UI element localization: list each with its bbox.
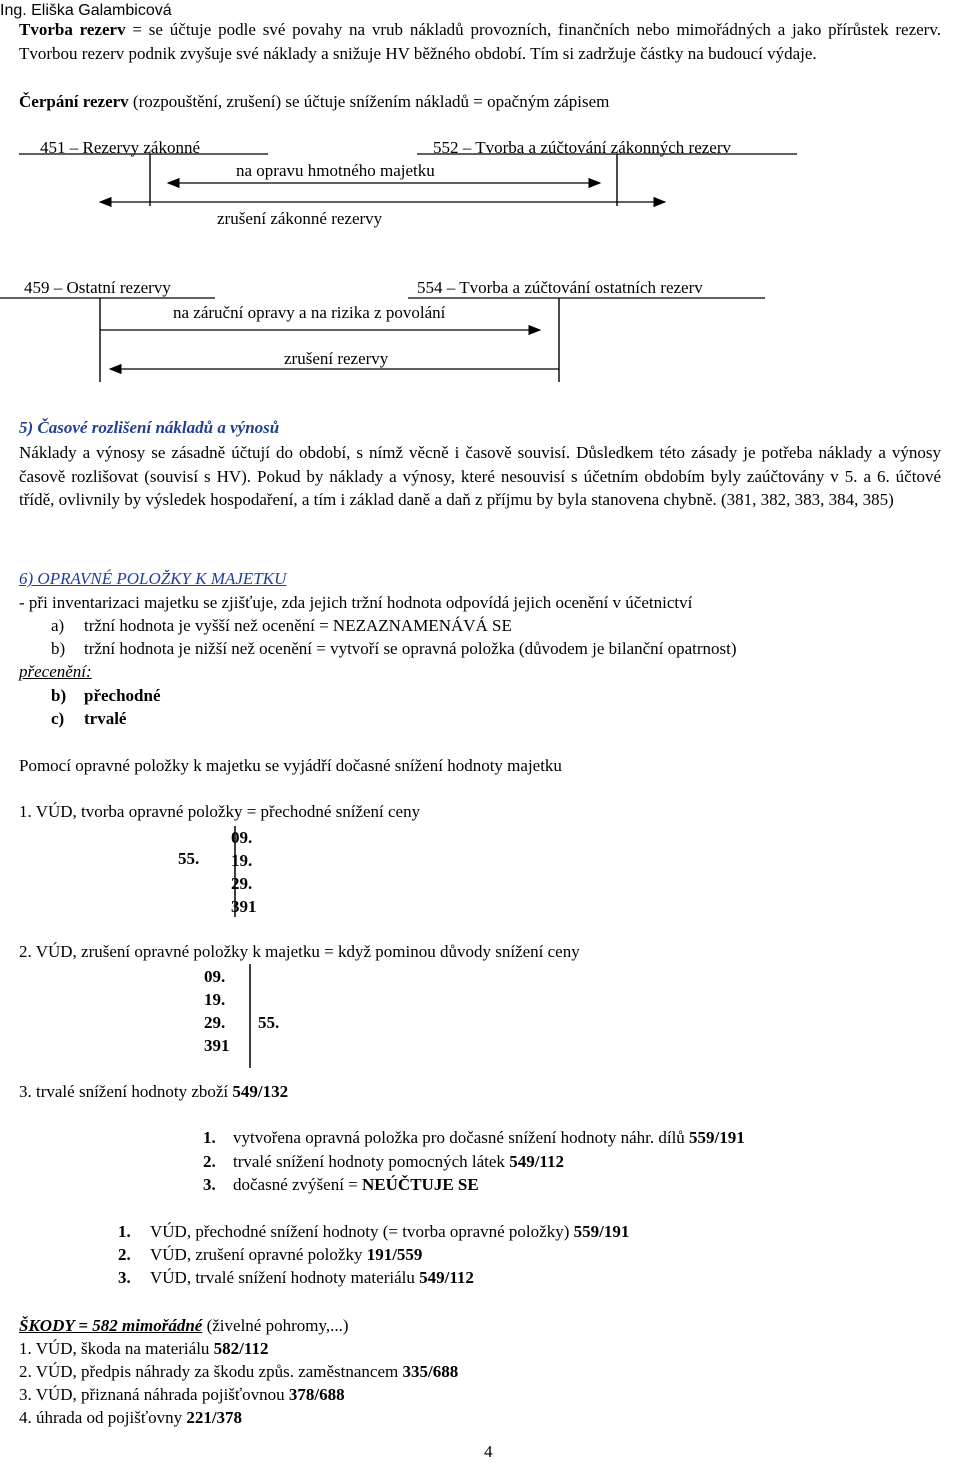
cerpani-term: Čerpání rezerv — [19, 92, 129, 111]
vud1-right-1: 19. — [231, 851, 253, 870]
section6-item-a: a) — [51, 616, 65, 635]
list-b-num-1: 1. — [118, 1222, 131, 1241]
tvorba-term: Tvorba rezerv — [19, 20, 126, 39]
list-a-item-2: trvalé snížení hodnoty pomocných látek 549/112 — [233, 1152, 564, 1171]
item3: 3. trvalé snížení hodnoty zboží 549/132 — [19, 1082, 289, 1101]
preceneni-item-c-text: trvalé — [84, 709, 127, 728]
d2-right-account: 554 – Tvorba a zúčtování ostatních rezerv — [417, 278, 703, 297]
vud1-right-2: 29. — [231, 874, 253, 893]
list-a-item-1: vytvořena opravná položka pro dočasné snížení hodnoty náhr. dílů 559/191 — [233, 1128, 745, 1147]
intro-cerpani: Čerpání rezerv (rozpouštění, zrušení) se účtuje snížením nákladů = opačným zápisem — [19, 92, 610, 111]
vud2-right: 55. — [258, 1013, 280, 1032]
skody-item-4: 4. úhrada od pojišťovny 221/378 — [19, 1408, 243, 1427]
intro-tvorba: Tvorba rezerv = se účtuje podle své povahy na vrub nákladů provozních, finančních nebo mimořádných a jako přírůstek rezerv. Tvorbou rezerv podnik zvyšuje své náklady a snižuje HV běžného období. Tím si zadržuje částky na budoucí výdaje. — [19, 20, 941, 63]
section6-item-b-text: tržní hodnota je nižší než ocenění = vytvoří se opravná položka (důvodem je bilanční opatrnost) — [84, 639, 737, 658]
skody-item-1: 1. VÚD, škoda na materiálu 582/112 — [19, 1339, 269, 1358]
preceneni-item-c-marker: c) — [51, 709, 65, 728]
d1-arrow-bottom-label: zrušení zákonné rezervy — [217, 209, 383, 228]
vud2-left-0: 09. — [204, 967, 226, 986]
skody-heading: ŠKODY = 582 mimořádné (živelné pohromy,...) — [19, 1316, 349, 1335]
list-b-item-1: VÚD, přechodné snížení hodnoty (= tvorba opravné položky) 559/191 — [150, 1222, 630, 1241]
section6-summary: Pomocí opravné položky k majetku se vyjádří dočasné snížení hodnoty majetku — [19, 756, 562, 775]
list-b-num-2: 2. — [118, 1245, 131, 1264]
vud2-left-3: 391 — [204, 1036, 230, 1055]
document-author: Ing. Eliška Galambicová — [0, 2, 172, 19]
d1-right-account: 552 – Tvorba a zúčtování zákonných rezerv — [433, 138, 732, 157]
d2-arrow-bottom-label: zrušení rezervy — [284, 349, 389, 368]
vud1-left: 55. — [178, 849, 200, 868]
section6-item-a-text: tržní hodnota je vyšší než ocenění = NEZAZNAMENÁVÁ SE — [84, 616, 512, 635]
section5-heading: 5) Časové rozlišení nákladů a výnosů — [19, 418, 280, 437]
list-a-num-3: 3. — [203, 1175, 216, 1194]
list-b-num-3: 3. — [118, 1268, 131, 1287]
d1-arrow-top-label: na opravu hmotného majetku — [236, 161, 435, 180]
vud1-title: 1. VÚD, tvorba opravné položky = přechodné snížení ceny — [19, 802, 421, 821]
list-a-num-1: 1. — [203, 1128, 216, 1147]
preceneni-label: přecenění: — [19, 662, 92, 681]
section5-text: Náklady a výnosy se zásadně účtují do období, s nímž věcně i časově souvisí. Důsledkem této zásady je potřeba náklady a výnosy časově rozlišovat (souvisí s HV). Pokud by náklady a výnosy, které nesouvisí s účetním obdobím byly zaúčtovány v 5. a 6. účtové třídě, ovlivnily by výsledek hospodaření, a tím i základ daně a daň z příjmu by byla stanovena chybně. (381, 382, 383, 384, 385) — [19, 443, 941, 509]
d1-left-account: 451 – Rezervy zákonné — [40, 138, 201, 157]
skody-item-3: 3. VÚD, přiznaná náhrada pojišťovnou 378/688 — [19, 1385, 345, 1404]
vud1-right-3: 391 — [231, 897, 257, 916]
vud2-left-1: 19. — [204, 990, 226, 1009]
page-number: 4 — [484, 1442, 493, 1461]
section6-item-b: b) — [51, 639, 66, 658]
d2-arrow-top-label: na záruční opravy a na rizika z povolání — [173, 303, 446, 322]
vud2-title: 2. VÚD, zrušení opravné položky k majetku = když pominou důvody snížení ceny — [19, 942, 580, 961]
list-a-num-2: 2. — [203, 1152, 216, 1171]
preceneni-item-b-marker: b) — [51, 686, 67, 705]
vud2-left-2: 29. — [204, 1013, 226, 1032]
d2-left-account: 459 – Ostatní rezervy — [24, 278, 171, 297]
section6-heading: 6) OPRAVNÉ POLOŽKY K MAJETKU — [19, 569, 287, 588]
section6-intro: - při inventarizaci majetku se zjišťuje, zda jejich tržní hodnota odpovídá jejich ocenění v účetnictví — [19, 593, 693, 612]
preceneni-item-b-text: přechodné — [84, 686, 161, 705]
list-b-item-3: VÚD, trvalé snížení hodnoty materiálu 549/112 — [150, 1268, 474, 1287]
list-a-item-3: dočasné zvýšení = NEÚČTUJE SE — [233, 1175, 479, 1194]
list-b-item-2: VÚD, zrušení opravné položky 191/559 — [150, 1245, 423, 1264]
skody-item-2: 2. VÚD, předpis náhrady za škodu způs. zaměstnancem 335/688 — [19, 1362, 459, 1381]
vud1-right-0: 09. — [231, 828, 253, 847]
